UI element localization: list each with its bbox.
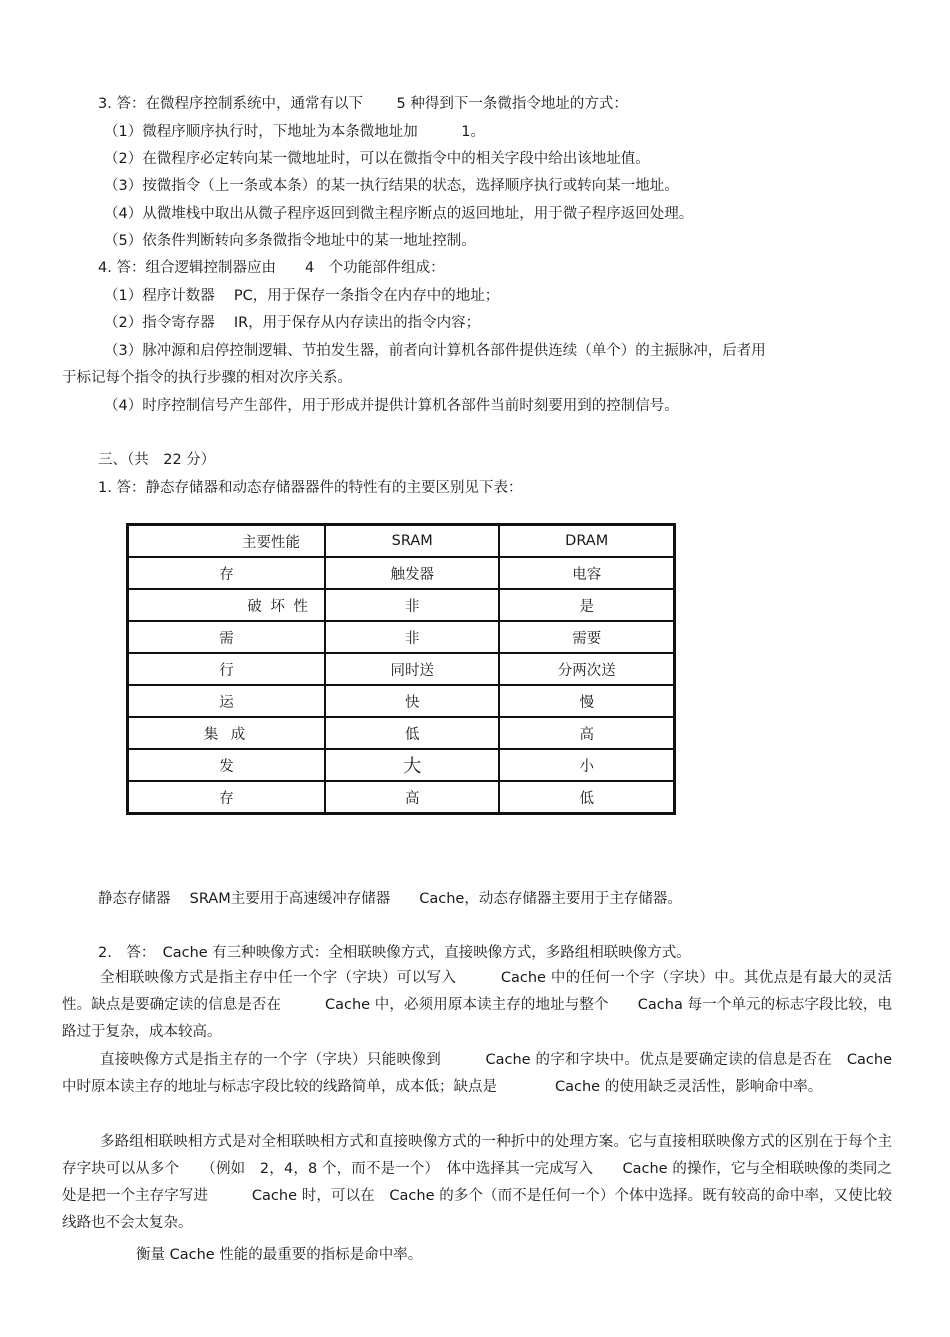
table-cell: 需要 — [499, 621, 674, 653]
q3-item-1: （1）微程序顺序执行时，下地址为本条微地址加 1。 — [104, 124, 485, 140]
table-header-cell: 主要性能 — [128, 525, 325, 558]
q4-item-4: （4）时序控制信号产生部件，用于形成并提供计算机各部件当前时刻要用到的控制信号。 — [104, 398, 679, 414]
section-3-q1: 1. 答：静态存储器和动态存储器器件的特性有的主要区别见下表： — [98, 480, 523, 496]
table-row — [128, 781, 675, 814]
table-cell: 高 — [325, 781, 499, 814]
q4-item-2: （2）指令寄存器 IR，用于保存从内存读出的指令内容； — [104, 315, 481, 331]
table-cell: 需 — [128, 621, 325, 653]
table-cell: 高 — [499, 717, 674, 749]
table-header-row — [128, 525, 675, 558]
table-cell: 低 — [325, 717, 499, 749]
table-cell: 行 — [128, 653, 325, 685]
q4-item-3-cont: 于标记每个指令的执行步骤的相对次序关系。 — [62, 370, 352, 386]
table-cell: 大 — [325, 749, 499, 781]
table-cell: 小 — [499, 749, 674, 781]
table-row — [128, 557, 675, 589]
table-cell: 触发器 — [325, 557, 499, 589]
table-cell: 快 — [325, 685, 499, 717]
table-cell: 发 — [128, 749, 325, 781]
q4-heading: 4. 答：组合逻辑控制器应由 4 个功能部件组成： — [98, 260, 445, 276]
sram-dram-comparison-table — [126, 523, 676, 815]
table-cell: 低 — [499, 781, 674, 814]
table-header-cell: SRAM — [325, 525, 499, 558]
table-row — [128, 653, 675, 685]
table-cell: 同时送 — [325, 653, 499, 685]
q4-item-1: （1）程序计数器 PC，用于保存一条指令在内存中的地址； — [104, 288, 500, 304]
table-cell: 集 成 — [128, 717, 325, 749]
table-row — [128, 749, 675, 781]
final-statement: 衡量 Cache 性能的最重要的指标是命中率。 — [136, 1247, 423, 1263]
table-cell: 运 — [128, 685, 325, 717]
table-header-cell: DRAM — [499, 525, 674, 558]
table-row — [128, 621, 675, 653]
table-cell: 电容 — [499, 557, 674, 589]
table-cell: 存 — [128, 781, 325, 814]
table-cell: 存 — [128, 557, 325, 589]
table-row — [128, 685, 675, 717]
table-row — [128, 717, 675, 749]
table-row — [128, 589, 675, 621]
q3-item-5: （5）依条件判断转向多条微指令地址中的某一地址控制。 — [104, 233, 476, 249]
paragraph-full-associative: 全相联映像方式是指主存中任一个字（字块）可以写入 Cache 中的任何一个字（字块）中。其优点是有最大的灵活性。缺点是要确定读的信息是否在 Cache 中，必须用原本读主存的地址与整个 Cacha 每一个单元的标志字段比较，电路过于复杂，成本较高。 — [62, 970, 892, 1040]
paragraph-set-associative: 多路组相联映相方式是对全相联映相方式和直接映像方式的一种折中的处理方案。它与直接相联映像方式的区别在于每个主存字块可以从多个 （例如 2，4，8 个，而不是一个） 体中选择其一完成写入 Cache 的操作，它与全相联映像的类同之处是把一个主存字写进 Cache 时，可以在 Cache 的多个（而不是任何一个）个体中选择。既有较高的命中率，又使比较线路也不会太复杂。 — [62, 1134, 892, 1231]
paragraph-direct-mapping: 直接映像方式是指主存的一个字（字块）只能映像到 Cache 的字和字块中。优点是要确定读的信息是否在 Cache 中时原本读主存的地址与标志字段比较的线路简单，成本低；缺点是 Cache 的使用缺乏灵活性，影响命中率。 — [62, 1052, 892, 1095]
section-3-title: 三、（共 22 分） — [98, 452, 216, 468]
table-cell: 非 — [325, 621, 499, 653]
q3-item-4: （4）从微堆栈中取出从微子程序返回到微主程序断点的返回地址，用于微子程序返回处理。 — [104, 206, 694, 222]
table-cell: 破 坏 性 — [128, 589, 325, 621]
q3-item-2: （2）在微程序必定转向某一微地址时，可以在微指令中的相关字段中给出该地址值。 — [104, 151, 650, 167]
table-cell: 分两次送 — [499, 653, 674, 685]
q3-item-3: （3）按微指令（上一条或本条）的某一执行结果的状态，选择顺序执行或转向某一地址。 — [104, 178, 679, 194]
sram-usage-note: 静态存储器 SRAM主要用于高速缓冲存储器 Cache，动态存储器主要用于主存储器。 — [98, 891, 682, 907]
q3-heading: 3. 答：在微程序控制系统中，通常有以下 5 种得到下一条微指令地址的方式： — [98, 96, 628, 112]
table-cell: 慢 — [499, 685, 674, 717]
table-cell: 非 — [325, 589, 499, 621]
q4-item-3: （3）脉冲源和启停控制逻辑、节拍发生器，前者向计算机各部件提供连续（单个）的主振脉冲，后者用 — [104, 343, 766, 359]
q2-heading: 2. 答： Cache 有三种映像方式：全相联映像方式，直接映像方式，多路组相联映像方式。 — [98, 945, 691, 961]
table-cell: 是 — [499, 589, 674, 621]
